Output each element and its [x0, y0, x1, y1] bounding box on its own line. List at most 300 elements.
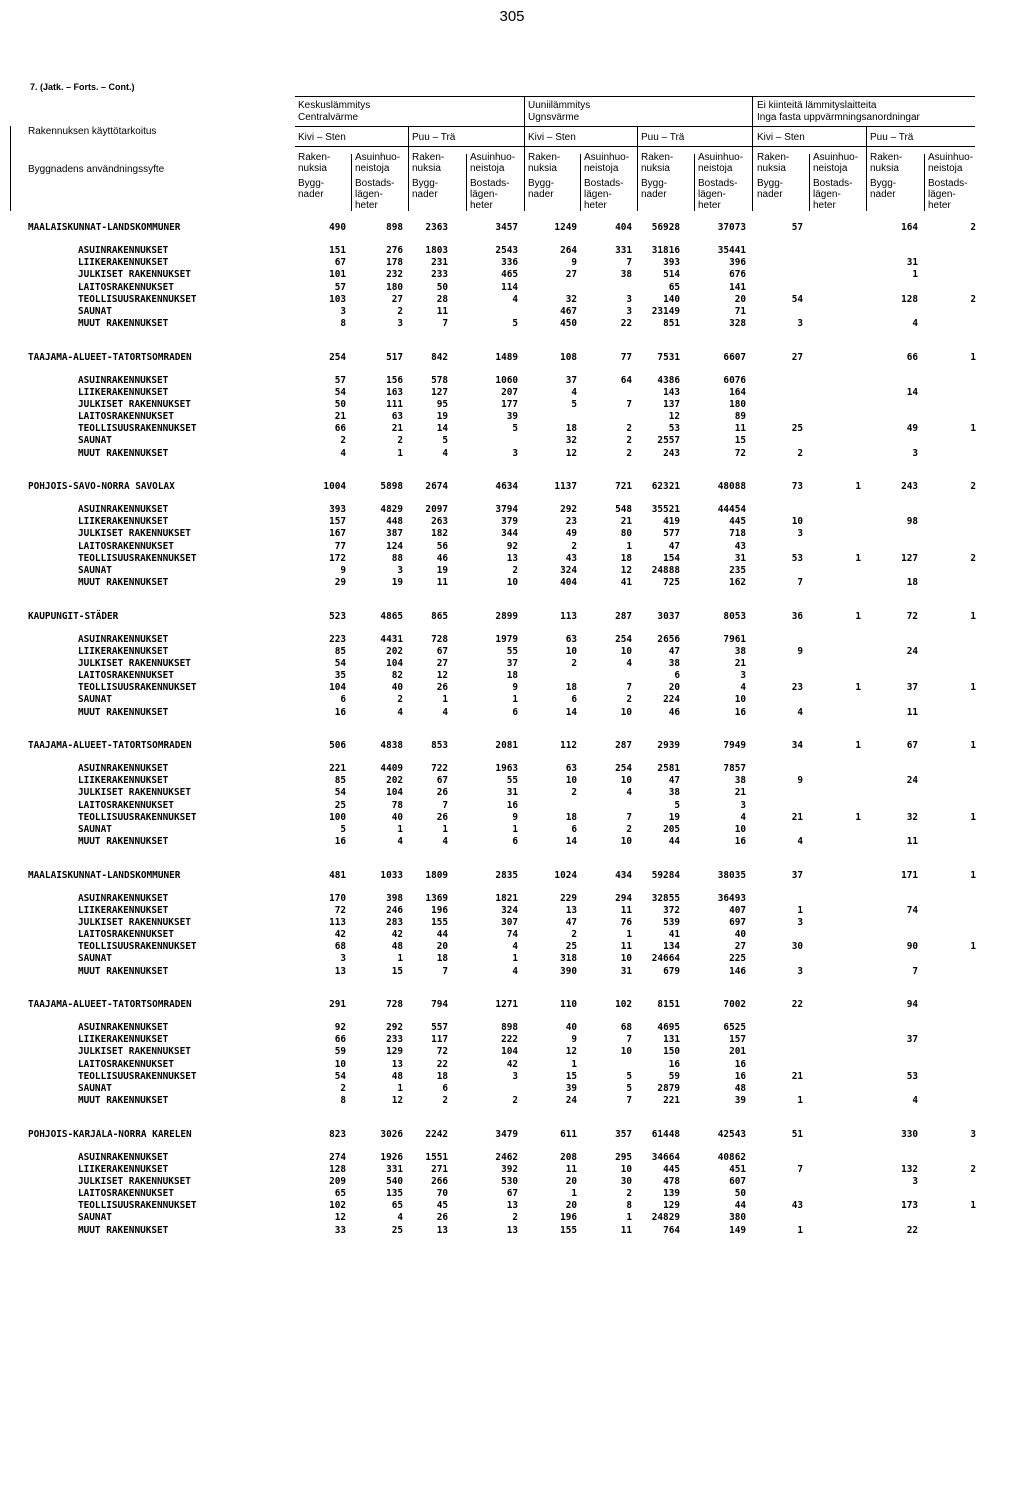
- cell: 283: [386, 916, 403, 928]
- cell: 100: [329, 811, 346, 823]
- cell: 11: [620, 904, 632, 916]
- cell: 3026: [380, 1128, 403, 1140]
- cell: 131: [663, 1034, 680, 1046]
- cell: 78: [391, 799, 403, 811]
- cell: 2656: [657, 633, 680, 645]
- cell: 6525: [723, 1022, 746, 1033]
- column-header-dwellings: neistoja: [928, 163, 963, 174]
- cell: 2363: [425, 222, 448, 233]
- cell: 379: [501, 516, 518, 528]
- table-row: [0, 670, 1024, 682]
- cell: 1: [626, 929, 632, 941]
- column-header-buildings: Raken-: [528, 152, 561, 163]
- cell: 611: [560, 1128, 577, 1140]
- cell: 27: [391, 293, 403, 305]
- cell: 46: [436, 552, 448, 564]
- cell: 155: [431, 916, 448, 928]
- cell: 2: [571, 929, 577, 941]
- cell: 276: [386, 245, 403, 256]
- cell: 38: [620, 269, 632, 281]
- column-header-dwellings: neistoja: [698, 163, 733, 174]
- cell: 146: [729, 965, 746, 977]
- cell: 49: [565, 528, 577, 540]
- cell: 1: [797, 1224, 803, 1236]
- cell: 2: [571, 787, 577, 799]
- cell: 53: [906, 1070, 918, 1082]
- cell: 20: [734, 293, 746, 305]
- row-label: TEOLLISUUSRAKENNUKSET: [78, 682, 197, 694]
- column-header-buildings: nuksia: [870, 163, 899, 174]
- row-label: TEOLLISUUSRAKENNUKSET: [78, 1200, 197, 1212]
- cell: 5: [626, 1070, 632, 1082]
- cell: 164: [729, 386, 746, 398]
- table-row: [0, 812, 1024, 824]
- table-row: [0, 775, 1024, 787]
- row-label: LIIKERAKENNUKSET: [78, 516, 169, 528]
- cell: 1: [442, 694, 448, 706]
- cell: 578: [431, 374, 448, 386]
- cell: 54: [791, 293, 803, 305]
- cell: 404: [615, 222, 632, 233]
- cell: 30: [791, 941, 803, 953]
- cell: 3: [340, 953, 346, 965]
- row-label: JULKISET RAKENNUKSET: [78, 916, 191, 928]
- table-section: [0, 870, 1024, 1000]
- cell: 54: [334, 386, 346, 398]
- cell: 2: [626, 423, 632, 435]
- column-header-dwellings: heter: [584, 200, 607, 211]
- cell: 74: [906, 904, 918, 916]
- cell: 1: [855, 740, 861, 751]
- cell: 53: [791, 552, 803, 564]
- material-stone-3: Kivi – Sten: [757, 132, 805, 143]
- cell: 1: [626, 1212, 632, 1224]
- table-row: [0, 953, 1024, 965]
- cell: 117: [431, 1034, 448, 1046]
- table-row: [0, 1176, 1024, 1188]
- cell: 10: [734, 823, 746, 835]
- cell: 1821: [495, 892, 518, 904]
- cell: 676: [729, 269, 746, 281]
- cell: 1033: [380, 869, 403, 881]
- table-row: [0, 411, 1024, 423]
- section-total-row: [0, 611, 1024, 634]
- column-header-dwellings: Asuinhuo-: [813, 152, 859, 163]
- cell: 108: [560, 351, 577, 363]
- cell: 243: [663, 447, 680, 459]
- cell: 74: [506, 929, 518, 941]
- row-label: SAUNAT: [78, 305, 112, 317]
- cell: 7: [626, 1034, 632, 1046]
- row-label: SAUNAT: [78, 694, 112, 706]
- subcolumn-divider: [351, 154, 352, 211]
- cell: 12: [668, 411, 680, 423]
- cell: 7: [442, 318, 448, 330]
- cell: 71: [734, 305, 746, 317]
- column-header-dwellings: heter: [355, 200, 378, 211]
- subcolumn-divider: [580, 154, 581, 211]
- cell: 3: [397, 564, 403, 576]
- cell: 111: [386, 398, 403, 410]
- cell: 396: [729, 257, 746, 269]
- column-header-dwellings: lägen-: [813, 189, 841, 200]
- cell: 63: [565, 763, 577, 774]
- cell: 3: [740, 799, 746, 811]
- cell: 95: [436, 398, 448, 410]
- cell: 20: [668, 682, 680, 694]
- cell: 2: [512, 1212, 518, 1224]
- column-header-buildings: Raken-: [870, 152, 903, 163]
- cell: 28: [436, 293, 448, 305]
- cell: 235: [729, 564, 746, 576]
- cell: 66: [334, 1034, 346, 1046]
- table-row: [0, 294, 1024, 306]
- cell: 37: [906, 682, 918, 694]
- cell: 764: [663, 1224, 680, 1236]
- stub-header-sv: Byggnadens användningssyfte: [28, 164, 165, 175]
- column-header-buildings: Raken-: [412, 152, 445, 163]
- table-row: [0, 1095, 1024, 1107]
- cell: 9: [512, 682, 518, 694]
- column-header-dwellings: heter: [470, 200, 493, 211]
- table-row: [0, 318, 1024, 330]
- table-row: [0, 1034, 1024, 1046]
- cell: 102: [329, 1200, 346, 1212]
- cell: 577: [663, 528, 680, 540]
- cell: 4: [740, 811, 746, 823]
- cell: 110: [560, 999, 577, 1010]
- cell: 387: [386, 528, 403, 540]
- region-title: MAALAISKUNNAT-LANDSKOMMUNER: [28, 869, 181, 881]
- cell: 19: [436, 564, 448, 576]
- cell: 167: [329, 528, 346, 540]
- cell: 540: [386, 1175, 403, 1187]
- cell: 15: [565, 1070, 577, 1082]
- material-wood-3: Puu – Trä: [870, 132, 914, 143]
- row-label: JULKISET RAKENNUKSET: [78, 528, 191, 540]
- cell: 2: [970, 1163, 976, 1175]
- cell: 12: [565, 447, 577, 459]
- table-body: [0, 222, 1024, 1258]
- cell: 40: [391, 811, 403, 823]
- cell: 38: [734, 645, 746, 657]
- cell: 6: [674, 670, 680, 682]
- cell: 90: [906, 941, 918, 953]
- row-label: MUUT RAKENNUKSET: [78, 706, 169, 718]
- cell: 2: [571, 657, 577, 669]
- cell: 11: [565, 1163, 577, 1175]
- cell: 19: [668, 811, 680, 823]
- cell: 4: [442, 706, 448, 718]
- page-number: 305: [499, 8, 525, 25]
- section-total-row: [0, 1129, 1024, 1152]
- cell: 21: [391, 423, 403, 435]
- cell: 2899: [495, 610, 518, 622]
- cell: 16: [734, 836, 746, 848]
- cell: 1004: [323, 481, 346, 492]
- cell: 1: [797, 904, 803, 916]
- cell: 2: [626, 435, 632, 447]
- cell: 5: [674, 799, 680, 811]
- cell: 481: [329, 869, 346, 881]
- cell: 3457: [495, 222, 518, 233]
- cell: 7: [442, 965, 448, 977]
- cell: 35: [334, 670, 346, 682]
- cell: 9: [797, 645, 803, 657]
- cell: 18: [565, 811, 577, 823]
- cell: 2939: [657, 740, 680, 751]
- cell: 50: [334, 398, 346, 410]
- cell: 2097: [425, 504, 448, 515]
- cell: 1: [397, 447, 403, 459]
- cell: 221: [329, 763, 346, 774]
- cell: 24: [906, 775, 918, 787]
- row-label: JULKISET RAKENNUKSET: [78, 398, 191, 410]
- table-section: [0, 999, 1024, 1129]
- cell: 62321: [651, 481, 680, 492]
- group-rule: [295, 126, 975, 127]
- cell: 18: [565, 423, 577, 435]
- cell: 32855: [651, 892, 680, 904]
- cell: 5: [340, 823, 346, 835]
- cell: 266: [431, 1175, 448, 1187]
- cell: 7: [626, 811, 632, 823]
- cell: 11: [734, 423, 746, 435]
- row-label: SAUNAT: [78, 435, 112, 447]
- cell: 48: [391, 941, 403, 953]
- material-rule: [295, 146, 975, 147]
- region-title: TAAJAMA-ALUEET-TATORTSOMRADEN: [28, 351, 192, 363]
- cell: 1: [970, 811, 976, 823]
- row-label: LIIKERAKENNUKSET: [78, 1163, 169, 1175]
- cell: 51: [791, 1128, 803, 1140]
- group-central-fi: Keskuslämmitys: [298, 100, 371, 111]
- cell: 465: [501, 269, 518, 281]
- cell: 3: [626, 305, 632, 317]
- cell: 46: [668, 706, 680, 718]
- cell: 26: [436, 682, 448, 694]
- subcolumn-divider: [694, 154, 695, 211]
- cell: 47: [565, 916, 577, 928]
- material-divider-1: [408, 126, 409, 211]
- cell: 5898: [380, 481, 403, 492]
- cell: 18: [906, 577, 918, 589]
- cell: 9: [797, 775, 803, 787]
- cell: 291: [329, 999, 346, 1010]
- cell: 59: [334, 1046, 346, 1058]
- column-header-buildings: nuksia: [757, 163, 786, 174]
- cell: 134: [663, 941, 680, 953]
- cell: 94: [906, 999, 918, 1010]
- cell: 26: [436, 1212, 448, 1224]
- table-row: [0, 824, 1024, 836]
- cell: 67: [334, 257, 346, 269]
- cell: 4: [340, 447, 346, 459]
- cell: 38035: [717, 869, 746, 881]
- cell: 728: [431, 633, 448, 645]
- cell: 104: [501, 1046, 518, 1058]
- cell: 5: [442, 435, 448, 447]
- cell: 231: [431, 257, 448, 269]
- cell: 324: [560, 564, 577, 576]
- subcolumn-divider: [924, 154, 925, 211]
- cell: 30: [620, 1175, 632, 1187]
- table-row: [0, 646, 1024, 658]
- cell: 3: [797, 916, 803, 928]
- cell: 224: [663, 694, 680, 706]
- cell: 514: [663, 269, 680, 281]
- cell: 43: [565, 552, 577, 564]
- column-header-dwellings: lägen-: [928, 189, 956, 200]
- cell: 25: [565, 941, 577, 953]
- table-row: [0, 763, 1024, 775]
- cell: 2674: [425, 481, 448, 492]
- cell: 48: [734, 1082, 746, 1094]
- cell: 20: [565, 1175, 577, 1187]
- cell: 50: [436, 281, 448, 293]
- table-row: [0, 1022, 1024, 1034]
- cell: 254: [615, 763, 632, 774]
- cell: 44: [734, 1200, 746, 1212]
- cell: 3: [740, 670, 746, 682]
- cell: 1: [855, 811, 861, 823]
- table-section: [0, 1129, 1024, 1259]
- cell: 4: [397, 836, 403, 848]
- cell: 44454: [717, 504, 746, 515]
- cell: 42: [506, 1058, 518, 1070]
- column-header-dwellings: neistoja: [813, 163, 848, 174]
- cell: 27: [734, 941, 746, 953]
- cell: 132: [901, 1163, 918, 1175]
- cell: 70: [436, 1188, 448, 1200]
- row-label: SAUNAT: [78, 953, 112, 965]
- group-none-fi: Ei kiinteitä lämmityslaitteita: [757, 100, 877, 111]
- cell: 170: [329, 892, 346, 904]
- cell: 37073: [717, 222, 746, 233]
- cell: 721: [615, 481, 632, 492]
- cell: 2: [571, 540, 577, 552]
- cell: 6: [442, 1082, 448, 1094]
- cell: 307: [501, 916, 518, 928]
- cell: 1249: [554, 222, 577, 233]
- cell: 18: [565, 682, 577, 694]
- cell: 36493: [717, 892, 746, 904]
- cell: 3: [912, 1175, 918, 1187]
- cell: 4634: [495, 481, 518, 492]
- cell: 6: [512, 706, 518, 718]
- column-header-buildings: nader: [757, 189, 783, 200]
- cell: 68: [334, 941, 346, 953]
- cell: 56: [436, 540, 448, 552]
- cell: 5: [512, 318, 518, 330]
- column-header-dwellings: neistoja: [355, 163, 390, 174]
- column-header-dwellings: neistoja: [470, 163, 505, 174]
- column-header-dwellings: neistoja: [584, 163, 619, 174]
- cell: 149: [729, 1224, 746, 1236]
- row-label: ASUINRAKENNUKSET: [78, 374, 169, 386]
- section-total-row: [0, 870, 1024, 893]
- table-row: [0, 1059, 1024, 1071]
- cell: 1: [512, 694, 518, 706]
- cell: 40: [391, 682, 403, 694]
- row-label: JULKISET RAKENNUKSET: [78, 1175, 191, 1187]
- cell: 32: [565, 293, 577, 305]
- table-row: [0, 1188, 1024, 1200]
- cell: 54: [334, 787, 346, 799]
- cell: 207: [501, 386, 518, 398]
- cell: 851: [663, 318, 680, 330]
- region-title: TAAJAMA-ALUEET-TATORTSOMRADEN: [28, 999, 192, 1010]
- cell: 7: [626, 398, 632, 410]
- column-header-buildings: Raken-: [298, 152, 331, 163]
- cell: 10: [565, 775, 577, 787]
- cell: 842: [431, 351, 448, 363]
- column-header-buildings: nuksia: [528, 163, 557, 174]
- cell: 3: [797, 965, 803, 977]
- cell: 163: [386, 386, 403, 398]
- table-row: [0, 387, 1024, 399]
- cell: 113: [329, 916, 346, 928]
- cell: 7949: [723, 740, 746, 751]
- cell: 4: [626, 657, 632, 669]
- cell: 24888: [651, 564, 680, 576]
- table-section: [0, 481, 1024, 611]
- cell: 263: [431, 516, 448, 528]
- cell: 6: [340, 694, 346, 706]
- cell: 450: [560, 318, 577, 330]
- table-row: [0, 399, 1024, 411]
- cell: 36: [791, 610, 803, 622]
- cell: 11: [436, 305, 448, 317]
- cell: 1: [855, 610, 861, 622]
- row-label: LAITOSRAKENNUKSET: [78, 1188, 174, 1200]
- cell: 7: [797, 577, 803, 589]
- table-row: [0, 893, 1024, 905]
- table-row: [0, 516, 1024, 528]
- table-row: [0, 658, 1024, 670]
- cell: 82: [391, 670, 403, 682]
- cell: 1803: [425, 245, 448, 256]
- subcolumn-divider: [466, 154, 467, 211]
- cell: 22: [436, 1058, 448, 1070]
- cell: 328: [729, 318, 746, 330]
- cell: 208: [560, 1151, 577, 1163]
- cell: 39: [506, 411, 518, 423]
- row-label: JULKISET RAKENNUKSET: [78, 787, 191, 799]
- cell: 37: [565, 374, 577, 386]
- cell: 697: [729, 916, 746, 928]
- cell: 2: [626, 823, 632, 835]
- cell: 1: [512, 823, 518, 835]
- cell: 3: [970, 1128, 976, 1140]
- cell: 5: [571, 398, 577, 410]
- cell: 330: [901, 1128, 918, 1140]
- cell: 22: [906, 1224, 918, 1236]
- cell: 10: [334, 1058, 346, 1070]
- cell: 3479: [495, 1128, 518, 1140]
- cell: 67: [436, 645, 448, 657]
- cell: 223: [329, 633, 346, 645]
- cell: 201: [729, 1046, 746, 1058]
- cell: 23149: [651, 305, 680, 317]
- cell: 6607: [723, 351, 746, 363]
- cell: 7002: [723, 999, 746, 1010]
- cell: 156: [386, 374, 403, 386]
- cell: 8053: [723, 610, 746, 622]
- cell: 5: [512, 423, 518, 435]
- cell: 390: [560, 965, 577, 977]
- column-header-buildings: Raken-: [757, 152, 790, 163]
